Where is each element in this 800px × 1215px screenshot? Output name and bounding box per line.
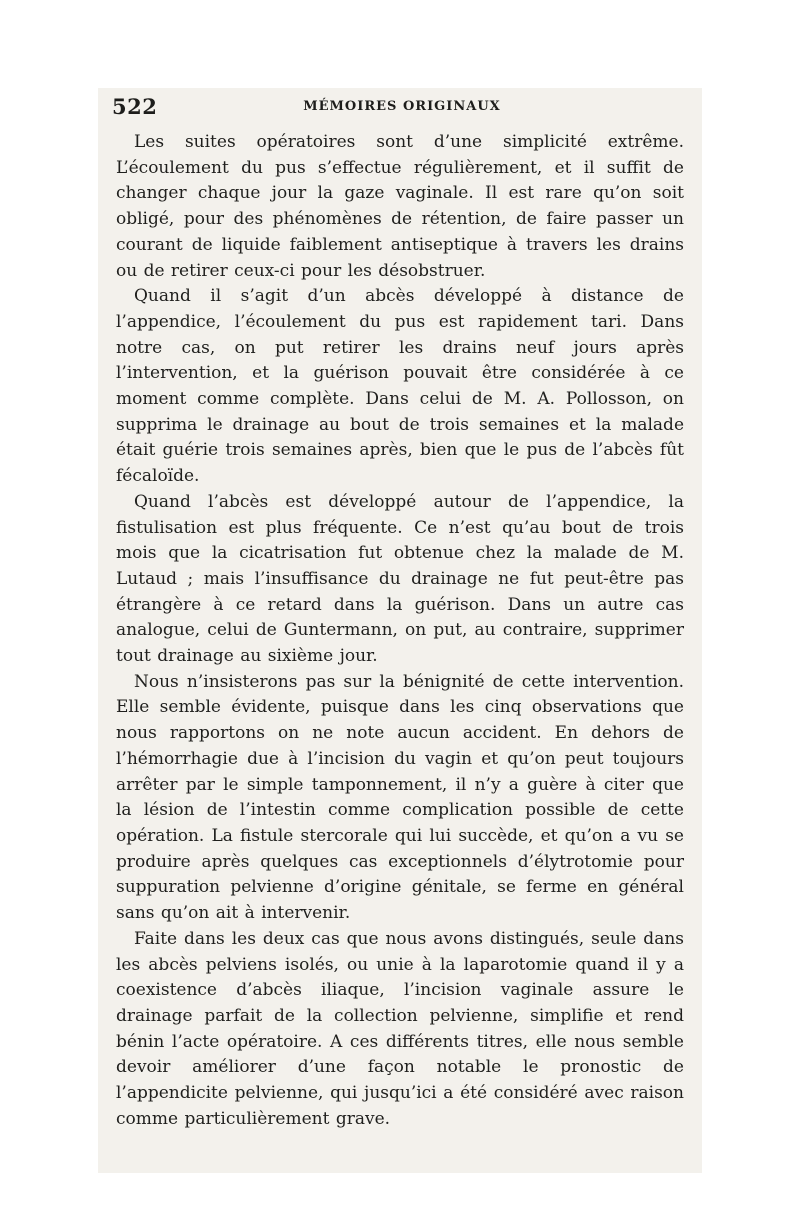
page-number: 522 xyxy=(112,94,158,119)
paragraph: Nous n’insisterons pas sur la bénignité de cette intervention. Elle semble évidente, puisque dans les cinq observations que nous rapportons on ne note aucun accident. En dehors de l’hémorrhagie due à l’incision du vagin et qu’on peut toujours arrêter par le simple tamponnement, il n’y a guère à citer que la lésion de l’intestin comme complication possible de cette opération. La fistule stercorale qui lui succède, et qu’on a vu se produire après quelques cas exceptionnels d’élytrotomie pour suppuration pelvienne d’origine génitale, se ferme en général sans qu’on ait à intervenir. xyxy=(116,671,684,924)
body-text xyxy=(116,130,684,1132)
page-header xyxy=(112,94,692,122)
paragraph: Faite dans les deux cas que nous avons distingués, seule dans les abcès pelviens isolés, ou unie à la laparotomie quand il y a coexistence d’abcès iliaque, l’incision vaginale assure le drainage parfait de la collection pelvienne, simplifie et rend bénin l’acte opératoire. A ces différents titres, elle nous semble devoir améliorer d’une façon notable le pronostic de l’appendicite pelvienne, qui jusqu’ici a été considéré avec raison comme particulièrement grave. xyxy=(116,928,684,1129)
paragraph: Quand l’abcès est développé autour de l’appendice, la fistulisation est plus fréquente. Ce n’est qu’au bout de trois mois que la cicatrisation fut obtenue chez la malade de M. Lutaud ; mais l’insuffisance du drainage ne fut peut-être pas étrangère à ce retard dans la guérison. Dans un autre cas analogue, celui de Guntermann, on put, au contraire, supprimer tout drainage au sixième jour. xyxy=(116,491,684,667)
running-head: MÉMOIRES ORIGINAUX xyxy=(303,99,501,114)
paragraph: Quand il s’agit d’un abcès développé à distance de l’appendice, l’écoulement du pus est rapidement tari. Dans notre cas, on put retirer les drains neuf jours après l’intervention, et la guérison pouvait être considérée à ce moment comme complète. Dans celui de M. A. Pollosson, on supprima le drainage au bout de trois semaines et la malade était guérie trois semaines après, bien que le pus de l’abcès fût fécaloïde. xyxy=(116,286,684,487)
paragraph: Les suites opératoires sont d’une simplicité extrême. L’écoulement du pus s’effectue régulièrement, et il suffit de changer chaque jour la gaze vaginale. Il est rare qu’on soit obligé, pour des phénomènes de rétention, de faire passer un courant de liquide faiblement antiseptique à travers les drains ou de retirer ceux-ci pour les désobstruer. xyxy=(116,132,684,281)
